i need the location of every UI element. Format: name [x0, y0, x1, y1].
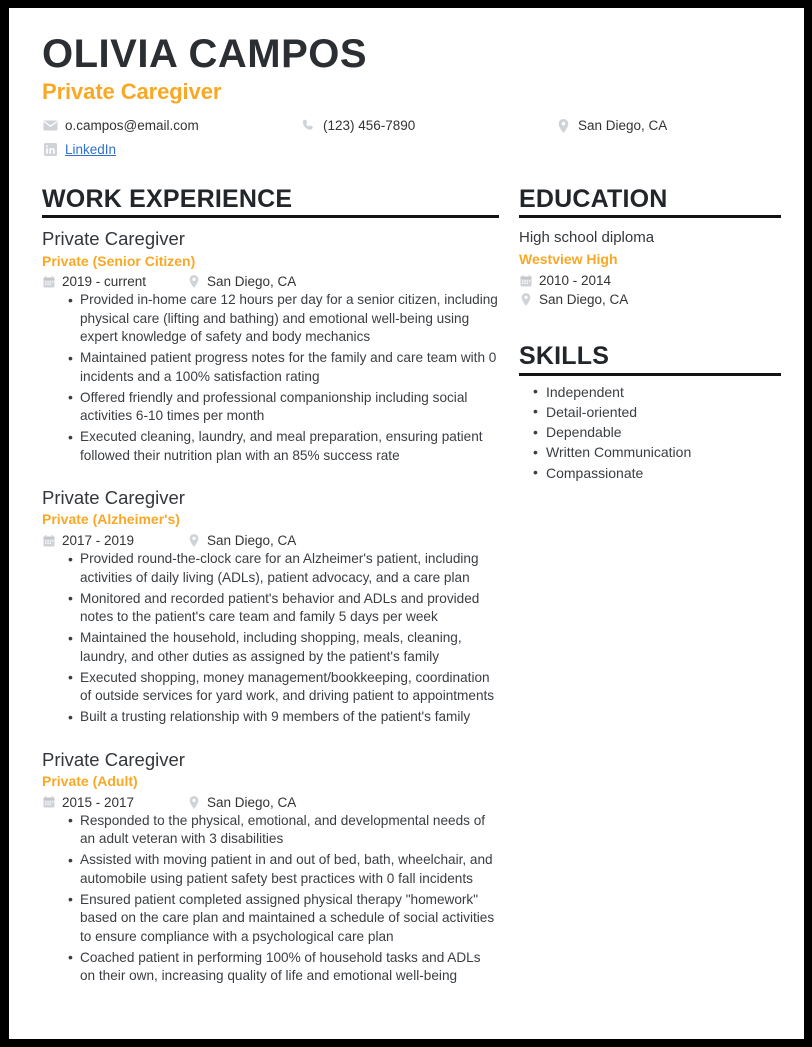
education-dates: [519, 273, 781, 288]
skill-item: • Compassionate: [533, 464, 781, 483]
job-bullet: • Maintained the household, including shopping, meals, cleaning, laundry, and other duties as assigned by the patient's family: [68, 629, 499, 666]
section-divider: [42, 215, 499, 218]
job-bullets: [42, 812, 499, 986]
contact-location: [555, 119, 667, 133]
skill-item: • Independent: [533, 383, 781, 402]
work-experience-section: [42, 186, 499, 985]
contact-phone-text: (123) 456-7890: [323, 117, 416, 133]
job-location-text: San Diego, CA: [207, 794, 297, 810]
calendar-icon: [42, 534, 56, 548]
phone-icon: [300, 119, 316, 133]
work-entry: [42, 486, 499, 726]
contact-email-text: o.campos@email.com: [65, 117, 199, 133]
job-dates-text: 2019 - current: [62, 274, 147, 290]
job-bullet: • Offered friendly and professional companionship including social activities 6-10 times per month: [68, 389, 499, 426]
job-dates: [42, 274, 187, 289]
job-bullet: • Assisted with moving patient in and out of bed, bath, wheelchair, and automobile using patient safety best practices with 0 fall incidents: [68, 851, 499, 888]
education-heading: EDUCATION: [519, 185, 668, 214]
skills-list: [519, 383, 781, 484]
job-meta: [42, 533, 499, 548]
skills-heading: SKILLS: [519, 342, 610, 371]
job-bullet: • Provided in-home care 12 hours per day for a senior citizen, including physical care (lifting and bathing) and emotional well-being using expert knowledge of safety and body mechanics: [68, 291, 499, 346]
candidate-job-title: Private Caregiver: [42, 79, 222, 104]
education-location-text: San Diego, CA: [539, 292, 629, 308]
job-bullet: • Maintained patient progress notes for the family and care team with 0 incidents and a 100% satisfaction rating: [68, 349, 499, 386]
job-dates-text: 2015 - 2017: [62, 794, 135, 810]
job-bullets: [42, 550, 499, 726]
job-location: [187, 795, 296, 810]
skill-item: • Detail-oriented: [533, 403, 781, 422]
job-location-text: San Diego, CA: [207, 533, 297, 549]
work-experience-heading: WORK EXPERIENCE: [42, 185, 293, 214]
job-organization: Private (Adult): [42, 772, 138, 789]
job-organization: Private (Senior Citizen): [42, 252, 196, 269]
education-degree: High school diploma: [519, 229, 655, 247]
job-role: Private Caregiver: [42, 748, 185, 770]
education-section: [519, 186, 781, 307]
map-pin-icon: [187, 275, 201, 289]
job-bullet: • Executed shopping, money management/bookkeeping, coordination of outside services for yard work, and driving patient to appointments: [68, 669, 499, 706]
job-bullet: • Monitored and recorded patient's behavior and ADLs and provided notes to the patient's care team and family 5 days per week: [68, 590, 499, 627]
job-bullet: • Provided round-the-clock care for an Alzheimer's patient, including activities of daily living (ADLs), patient advocacy, and a care plan: [68, 550, 499, 587]
contact-info: [42, 114, 780, 161]
calendar-icon: [42, 275, 56, 289]
job-dates-text: 2017 - 2019: [62, 533, 135, 549]
contact-row-primary: [42, 114, 780, 137]
map-pin-icon: [519, 293, 533, 307]
section-divider: [519, 373, 781, 376]
job-bullet: • Ensured patient completed assigned physical therapy "homework" based on the care plan and maintained a schedule of social activities to ensure compliance with a psychological care plan: [68, 891, 499, 946]
contact-email[interactable]: [42, 119, 300, 133]
job-bullet: • Coached patient in performing 100% of household tasks and ADLs on their own, increasing quality of life and emotional well-being: [68, 949, 499, 986]
job-bullet: • Responded to the physical, emotional, and developmental needs of an adult veteran with 3 disabilities: [68, 812, 499, 849]
education-entry: [519, 228, 781, 307]
contact-phone[interactable]: [300, 119, 555, 133]
job-location-text: San Diego, CA: [207, 274, 297, 290]
calendar-icon: [42, 795, 56, 809]
map-pin-icon: [187, 795, 201, 809]
section-divider: [519, 215, 781, 218]
job-meta: [42, 274, 499, 289]
job-organization: Private (Alzheimer's): [42, 511, 180, 528]
job-role: Private Caregiver: [42, 487, 185, 509]
job-dates: [42, 533, 187, 548]
contact-location-text: San Diego, CA: [578, 117, 668, 133]
resume-body: [33, 186, 780, 988]
envelope-icon: [42, 119, 58, 133]
job-role: Private Caregiver: [42, 228, 185, 250]
contact-linkedin[interactable]: [42, 143, 300, 157]
job-bullets: [42, 291, 499, 465]
education-school: Westview High: [519, 250, 618, 267]
job-dates: [42, 795, 187, 810]
work-entry: [42, 227, 499, 465]
calendar-icon: [519, 274, 533, 288]
job-meta: [42, 795, 499, 810]
resume-header: [33, 34, 780, 161]
job-bullet: • Executed cleaning, laundry, and meal preparation, ensuring patient followed their nutrition plan with an 85% success rate: [68, 428, 499, 465]
side-column: [499, 186, 781, 484]
work-entry: [42, 748, 499, 986]
job-location: [187, 533, 296, 548]
main-column: [33, 186, 499, 988]
contact-row-secondary: [42, 138, 780, 161]
contact-linkedin-link[interactable]: LinkedIn: [65, 141, 117, 157]
map-pin-icon: [187, 534, 201, 548]
job-location: [187, 274, 296, 289]
map-pin-icon: [555, 119, 571, 133]
job-bullet: • Built a trusting relationship with 9 members of the patient's family: [68, 708, 499, 726]
linkedin-icon: [42, 143, 58, 157]
education-dates-text: 2010 - 2014: [539, 273, 612, 289]
education-location: [519, 292, 781, 307]
candidate-name: OLIVIA CAMPOS: [42, 32, 368, 76]
skills-section: [519, 343, 781, 483]
resume-page: [9, 8, 804, 1039]
skill-item: • Dependable: [533, 423, 781, 442]
skill-item: • Written Communication: [533, 443, 781, 462]
